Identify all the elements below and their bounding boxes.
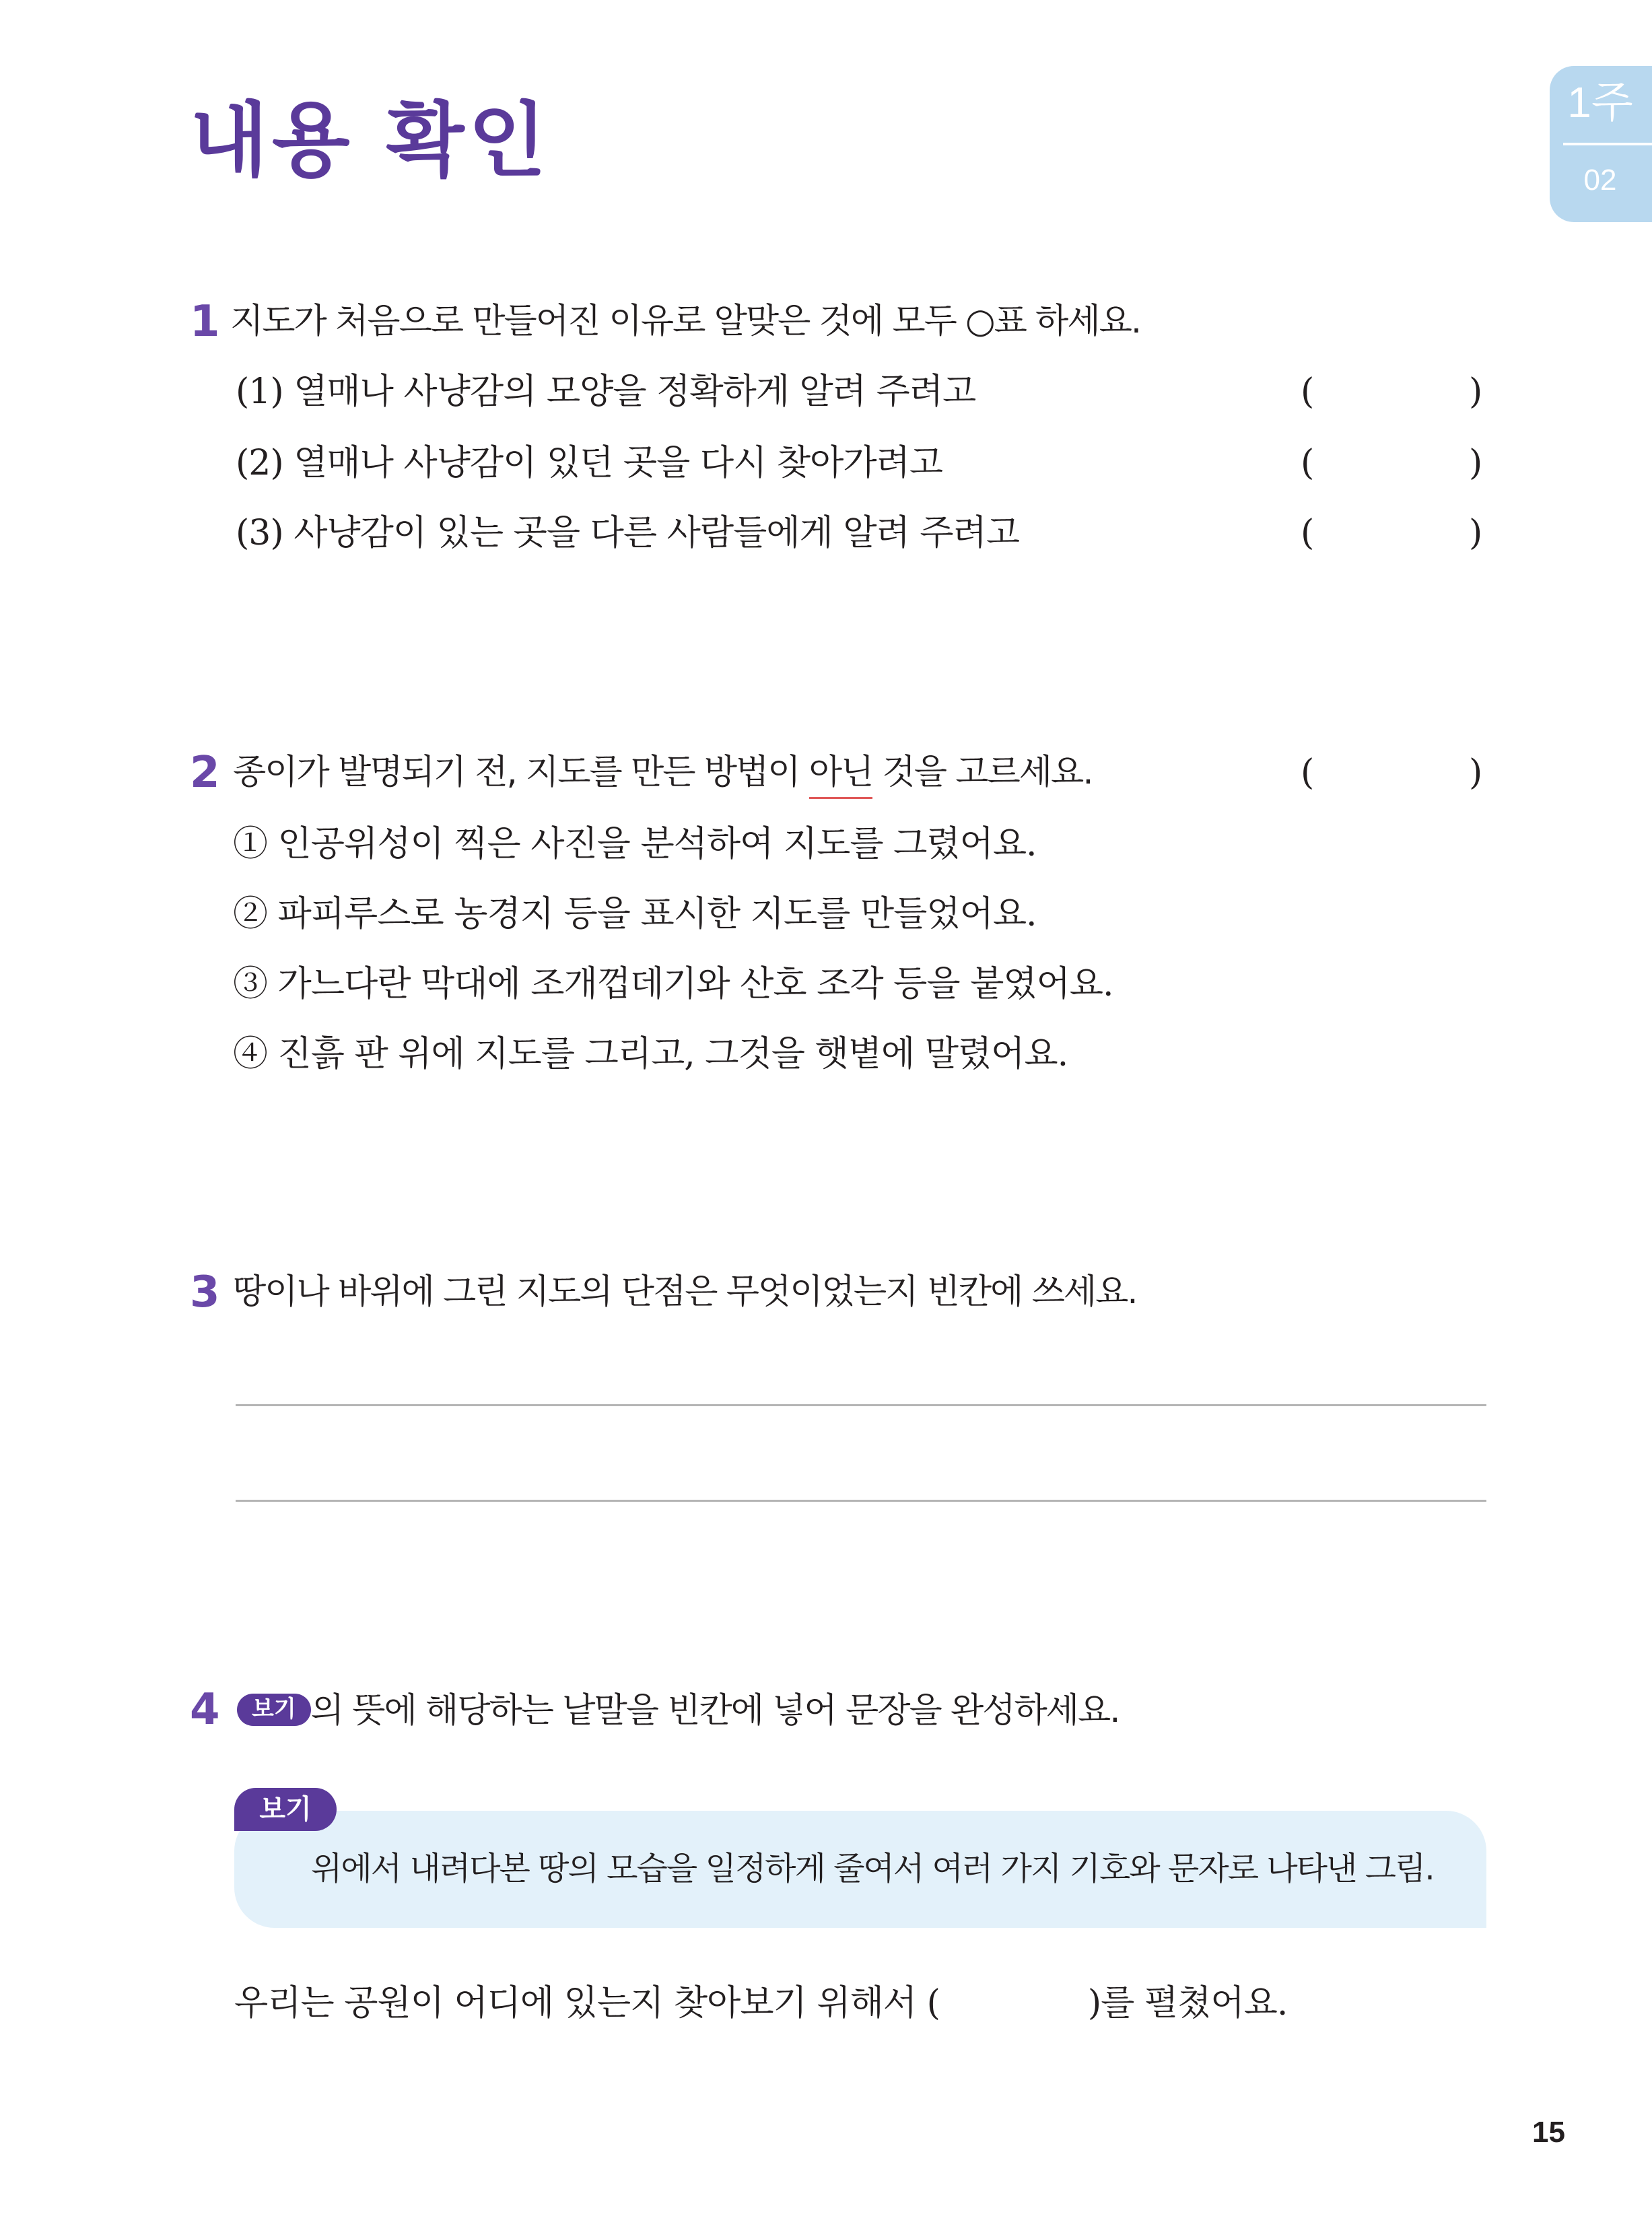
q3-answer-line-1[interactable]	[236, 1404, 1486, 1406]
q2-option-3: ③ 가느다란 막대에 조개껍데기와 산호 조각 등을 붙였어요.	[233, 964, 1113, 1004]
q1-option-2: (2) 열매나 사냥감이 있던 곳을 다시 찾아가려고	[236, 443, 943, 483]
q1-answer-open-2[interactable]: (	[1301, 443, 1315, 483]
q3-text: 땅이나 바위에 그린 지도의 단점은 무엇이었는지 빈칸에 쓰세요.	[233, 1272, 1137, 1312]
q4-text	[237, 1691, 1120, 1731]
week-label: 1주	[1567, 78, 1633, 127]
q3-number: 3	[190, 1268, 220, 1317]
q1-text: 지도가 처음으로 만들어진 이유로 알맞은 것에 모두 ○표 하세요.	[230, 302, 1141, 341]
q1-answer-close-1: )	[1469, 372, 1483, 412]
q1-number: 1	[190, 297, 220, 347]
bogi-text: 위에서 내려다본 땅의 모습을 일정하게 줄여서 여러 가지 기호와 문자로 나타낸 그림.	[311, 1850, 1434, 1887]
q2-option-1: ① 인공위성이 찍은 사진을 분석하여 지도를 그렸어요.	[233, 824, 1037, 864]
q2-text-after: 것을 고르세요.	[872, 753, 1093, 792]
week-divider	[1563, 143, 1652, 145]
q2-answer-close: )	[1469, 753, 1483, 793]
q1-option-1: (1) 열매나 사냥감의 모양을 정확하게 알려 주려고	[236, 372, 976, 412]
week-sub-label: 02	[1583, 164, 1617, 197]
q4-text-body: 의 뜻에 해당하는 낱말을 빈칸에 넣어 문장을 완성하세요.	[310, 1691, 1120, 1731]
q4-bogi-badge: 보기	[237, 1694, 311, 1726]
q2-number: 2	[190, 748, 220, 798]
q2-text-before: 종이가 발명되기 전, 지도를 만든 방법이	[233, 753, 809, 792]
page-number: 15	[1532, 2116, 1565, 2149]
q1-answer-open-3[interactable]: (	[1301, 513, 1315, 553]
q2-answer-open[interactable]: (	[1301, 753, 1315, 793]
q1-answer-close-3: )	[1469, 513, 1483, 553]
q2-text	[233, 755, 1093, 790]
page-title: 내용 확인	[190, 94, 551, 188]
q4-sentence-before: 우리는 공원이 어디에 있는지 찾아보기 위해서 (	[234, 1983, 940, 2023]
q1-answer-open-1[interactable]: (	[1301, 372, 1315, 412]
q2-option-2: ② 파피루스로 농경지 등을 표시한 지도를 만들었어요.	[233, 894, 1037, 934]
q2-emphasis: 아닌	[808, 753, 873, 792]
week-tab	[1550, 66, 1652, 222]
q2-option-4: ④ 진흙 판 위에 지도를 그리고, 그것을 햇볕에 말렸어요.	[233, 1034, 1068, 1074]
bogi-label: 보기	[234, 1788, 337, 1831]
q4-sentence	[234, 1983, 1288, 2023]
q4-sentence-after: )를 펼쳤어요.	[1087, 1983, 1288, 2023]
q1-option-3: (3) 사냥감이 있는 곳을 다른 사람들에게 알려 주려고	[236, 513, 1020, 553]
q1-answer-close-2: )	[1469, 443, 1483, 483]
q3-answer-line-2[interactable]	[236, 1500, 1486, 1502]
q4-number: 4	[190, 1685, 220, 1735]
